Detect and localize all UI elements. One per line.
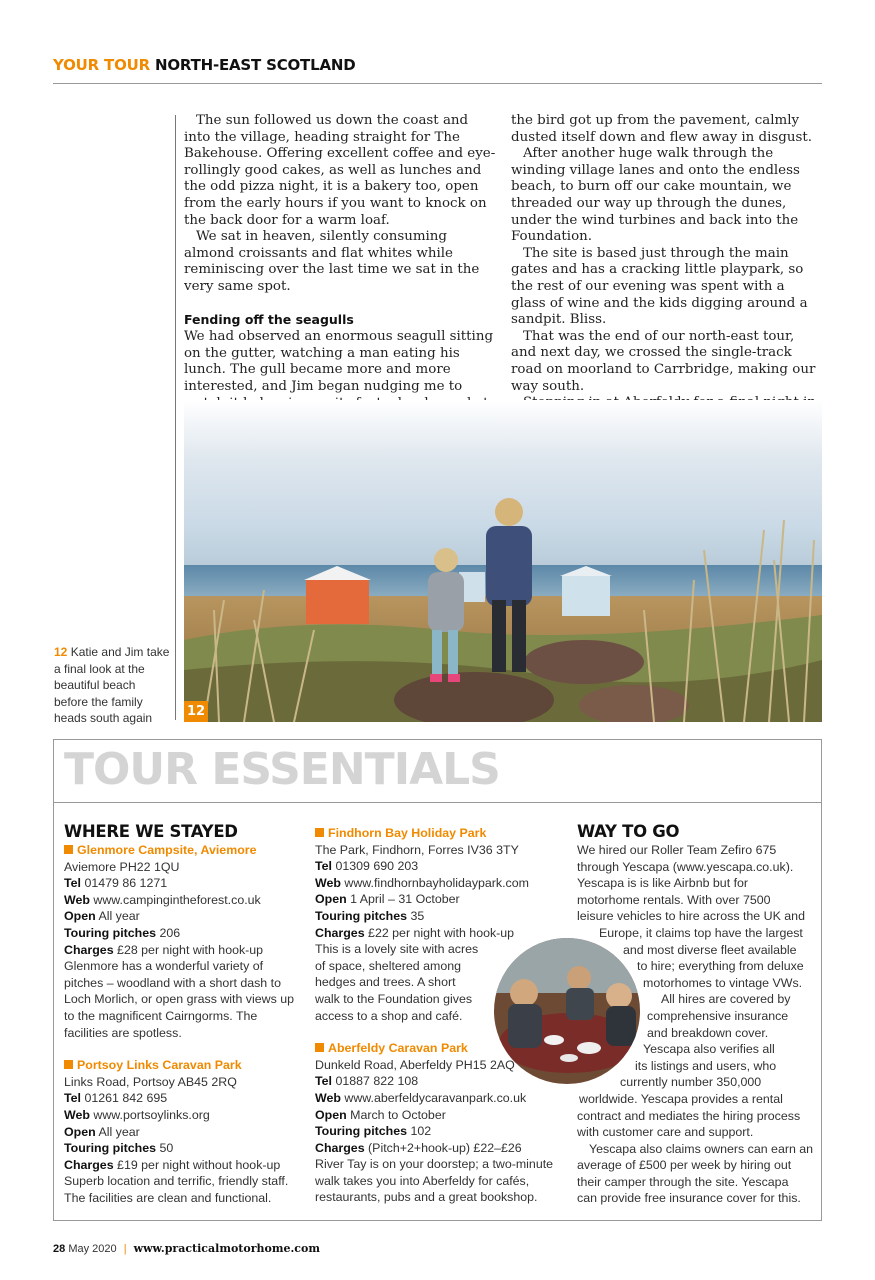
label: Web bbox=[315, 875, 341, 890]
value: All year bbox=[98, 1124, 140, 1139]
way-text-line: through Yescapa (www.yescapa.co.uk). bbox=[577, 859, 794, 874]
site-charges bbox=[64, 942, 296, 959]
value: www.findhornbayholidaypark.com bbox=[344, 875, 529, 890]
value: £19 per night without hook-up bbox=[117, 1157, 281, 1172]
article-paragraph: We sat in heaven, silently consuming almond croissants and flat whites while reminiscing over the last time we sat in the very same spot. bbox=[184, 229, 480, 294]
way-text-line: and breakdown cover. bbox=[647, 1025, 769, 1040]
value: 50 bbox=[159, 1141, 174, 1156]
article-paragraph: The site is based just through the main gates and has a cracking little playpark, so the rest of our evening was spent with a glass of wine and the kids digging around a sandpit. Bliss. bbox=[511, 245, 808, 328]
site-description-line: access to a shop and café. bbox=[315, 1008, 463, 1023]
column-divider bbox=[175, 115, 176, 720]
way-text-line: Yescapa is is like Airbnb but for bbox=[577, 876, 749, 891]
site-tel bbox=[64, 875, 296, 892]
section-header bbox=[53, 56, 355, 74]
site-description-line: This is a lovely site with acres bbox=[315, 942, 479, 957]
label: Open bbox=[315, 892, 347, 907]
site-name-text: Glenmore Campsite, Aviemore bbox=[77, 843, 257, 857]
value: March to October bbox=[350, 1107, 446, 1122]
way-text-line: currently number 350,000 bbox=[620, 1075, 762, 1090]
value: £28 per night with hook-up bbox=[117, 942, 264, 957]
beach-illustration bbox=[184, 400, 822, 722]
way-heading: WAY TO GO bbox=[577, 822, 680, 841]
label: Web bbox=[64, 1107, 90, 1122]
site-name bbox=[64, 842, 296, 859]
label: Touring pitches bbox=[64, 925, 157, 940]
site-name bbox=[64, 1057, 296, 1074]
value: 206 bbox=[159, 925, 181, 940]
label: Web bbox=[64, 892, 90, 907]
tour-essentials-title: TOUR ESSENTIALS bbox=[64, 744, 500, 795]
site-pitches bbox=[64, 925, 296, 942]
bullet-square-icon bbox=[315, 828, 324, 837]
label: Tel bbox=[64, 876, 81, 891]
beach-photo bbox=[184, 400, 822, 722]
site-description-line: hedges and trees. A short bbox=[315, 975, 456, 990]
label: Charges bbox=[64, 1157, 114, 1172]
header-divider bbox=[53, 83, 822, 84]
site-charges bbox=[315, 1140, 555, 1157]
issue-date: May 2020 bbox=[68, 1243, 117, 1255]
site-address: Links Road, Portsoy AB45 2RQ bbox=[64, 1074, 237, 1089]
value: (Pitch+2+hook-up) £22–£26 bbox=[368, 1140, 522, 1155]
way-text-line: worldwide. Yescapa provides a rental bbox=[579, 1091, 783, 1106]
value: www.aberfeldycaravanpark.co.uk bbox=[344, 1090, 527, 1105]
label: Charges bbox=[315, 925, 365, 940]
where-we-stayed-column bbox=[64, 822, 296, 1206]
bullet-square-icon bbox=[64, 845, 73, 854]
website-url[interactable]: www.practicalmotorhome.com bbox=[133, 1242, 320, 1255]
value: £22 per night with hook-up bbox=[368, 925, 515, 940]
way-text-line: Yescapa also verifies all bbox=[643, 1042, 775, 1057]
way-text-line: comprehensive insurance bbox=[647, 1008, 789, 1023]
site-charges bbox=[315, 925, 555, 942]
site-address: Dunkeld Road, Aberfeldy PH15 2AQ bbox=[315, 1057, 515, 1072]
label: Touring pitches bbox=[315, 908, 408, 923]
photo-number-badge: 12 bbox=[184, 701, 208, 722]
site-address: The Park, Findhorn, Forres IV36 3TY bbox=[315, 842, 519, 857]
label: Charges bbox=[315, 1140, 365, 1155]
site-description-line: walk to the Foundation gives bbox=[315, 991, 473, 1006]
site-charges bbox=[64, 1157, 296, 1174]
way-text-line: to hire; everything from deluxe bbox=[637, 959, 804, 974]
caption-number: 12 bbox=[54, 645, 68, 659]
beach-hut-white bbox=[560, 566, 612, 616]
site-name bbox=[315, 825, 555, 842]
page-number: 28 bbox=[53, 1243, 66, 1255]
bullet-square-icon bbox=[315, 1043, 324, 1052]
site-open bbox=[315, 1107, 555, 1124]
article-paragraph: That was the end of our north-east tour, and next day, we crossed the single-track road on moorland to Carrbridge, making our way south. bbox=[511, 328, 816, 394]
site-description: Superb location and terrific, friendly staff. The facilities are clean and functional. bbox=[64, 1174, 289, 1205]
site-name-text: Aberfeldy Caravan Park bbox=[328, 1041, 468, 1056]
value: 1 April – 31 October bbox=[350, 892, 460, 907]
label: Tel bbox=[315, 1074, 332, 1089]
way-text-line: We hired our Roller Team Zefiro 675 bbox=[577, 843, 777, 857]
way-text-line: its listings and users, who bbox=[635, 1058, 777, 1073]
footer-separator: | bbox=[123, 1243, 127, 1255]
site-tel bbox=[315, 1073, 555, 1090]
value: 01261 842 695 bbox=[84, 1091, 168, 1106]
way-text-line: motorhome rentals. With over 7500 bbox=[577, 892, 771, 907]
site-description-line: of space, sheltered among bbox=[315, 958, 462, 973]
label: Open bbox=[64, 909, 96, 924]
site-pitches bbox=[64, 1140, 296, 1157]
essentials-divider bbox=[53, 802, 822, 803]
way-text-line: their camper through the site. Yescapa bbox=[577, 1174, 789, 1189]
article-paragraph: After another huge walk through the winding village lanes and onto the endless beach, to burn off our cake mountain, we threaded our way up through the dunes, under the wind turbines and back into the Foundation. bbox=[511, 146, 800, 245]
value: 102 bbox=[410, 1124, 432, 1139]
where-heading: WHERE WE STAYED bbox=[64, 822, 238, 841]
value: 01479 86 1271 bbox=[84, 876, 168, 891]
article-paragraph: We had observed an enormous seagull sitting on the gutter, watching a man eating his lunch. The gull became more and more interested, and Jim began nudging me to bbox=[184, 329, 494, 394]
label: Touring pitches bbox=[315, 1124, 408, 1139]
photo-caption bbox=[54, 644, 172, 727]
site-open bbox=[64, 1124, 296, 1141]
site-tel bbox=[64, 1090, 296, 1107]
way-to-go-column bbox=[577, 822, 813, 1207]
label: Tel bbox=[315, 859, 332, 874]
way-text-line: All hires are covered by bbox=[661, 992, 791, 1007]
site-address: Aviemore PH22 1QU bbox=[64, 859, 180, 874]
article-paragraph: the bird got up from the pavement, calmly dusted itself down and flew away in disgust. bbox=[511, 113, 812, 145]
site-pitches bbox=[315, 1123, 555, 1140]
article-subheading: Fending off the seagulls bbox=[184, 311, 354, 327]
site-description: Glenmore has a wonderful variety of pitches – woodland with a short dash to Loch Morlich, or open grass with views up to the magnificent Cairngorms. The facilities are spotless. bbox=[64, 959, 295, 1040]
site-name-text: Findhorn Bay Holiday Park bbox=[328, 826, 487, 840]
label: Charges bbox=[64, 942, 114, 957]
way-text-line: with customer care and support. bbox=[577, 1125, 754, 1140]
value: 35 bbox=[410, 908, 425, 923]
value: www.campingintheforest.co.uk bbox=[93, 892, 261, 907]
site-name-text: Portsoy Links Caravan Park bbox=[77, 1058, 242, 1073]
site-open bbox=[315, 891, 555, 908]
section-label: YOUR TOUR bbox=[53, 56, 150, 74]
way-text-line: and most diverse fleet available bbox=[623, 942, 797, 957]
site-pitches bbox=[315, 908, 555, 925]
label: Open bbox=[315, 1107, 347, 1122]
label: Tel bbox=[64, 1091, 81, 1106]
site-description: River Tay is on your doorstep; a two-minute walk takes you into Aberfeldy for cafés, restaurants, pubs and a great bookshop. bbox=[315, 1157, 554, 1205]
site-web bbox=[315, 875, 555, 892]
site-tel bbox=[315, 858, 555, 875]
region-label: NORTH-EAST SCOTLAND bbox=[154, 56, 356, 74]
caption-text: Katie and Jim take a final look at the beautiful beach before the family heads south again bbox=[54, 645, 170, 726]
page-footer bbox=[53, 1242, 320, 1255]
label: Touring pitches bbox=[64, 1141, 157, 1156]
value: 01309 690 203 bbox=[335, 859, 419, 874]
article-paragraph: The sun followed us down the coast and into the village, heading straight for The Bakehouse. Offering excellent coffee and eye-rollingly good cakes, as well as lunches and the odd pizza night, it is a bakery too, open from the early hours if you want to knock on the back door for a warm loaf. bbox=[184, 113, 496, 228]
value: All year bbox=[98, 909, 140, 924]
value: www.portsoylinks.org bbox=[93, 1107, 210, 1122]
label: Web bbox=[315, 1090, 341, 1105]
site-web bbox=[64, 1107, 296, 1124]
bullet-square-icon bbox=[64, 1060, 73, 1069]
way-text-line: average of £500 per week by hiring out bbox=[577, 1158, 792, 1173]
site-open bbox=[64, 908, 296, 925]
way-text-line: contract and mediates the hiring process bbox=[577, 1108, 801, 1123]
site-web bbox=[315, 1090, 555, 1107]
value: 01887 822 108 bbox=[335, 1074, 419, 1089]
way-text-line: Yescapa also claims owners can earn an bbox=[589, 1141, 814, 1156]
way-text-line: motorhomes to vintage VWs. bbox=[643, 975, 803, 990]
label: Open bbox=[64, 1124, 96, 1139]
way-text-line: Europe, it claims top have the largest bbox=[599, 925, 803, 940]
way-text-line: can provide free insurance cover for this. bbox=[577, 1191, 801, 1206]
way-text-line: leisure vehicles to hire across the UK and bbox=[577, 909, 805, 924]
site-web bbox=[64, 892, 296, 909]
